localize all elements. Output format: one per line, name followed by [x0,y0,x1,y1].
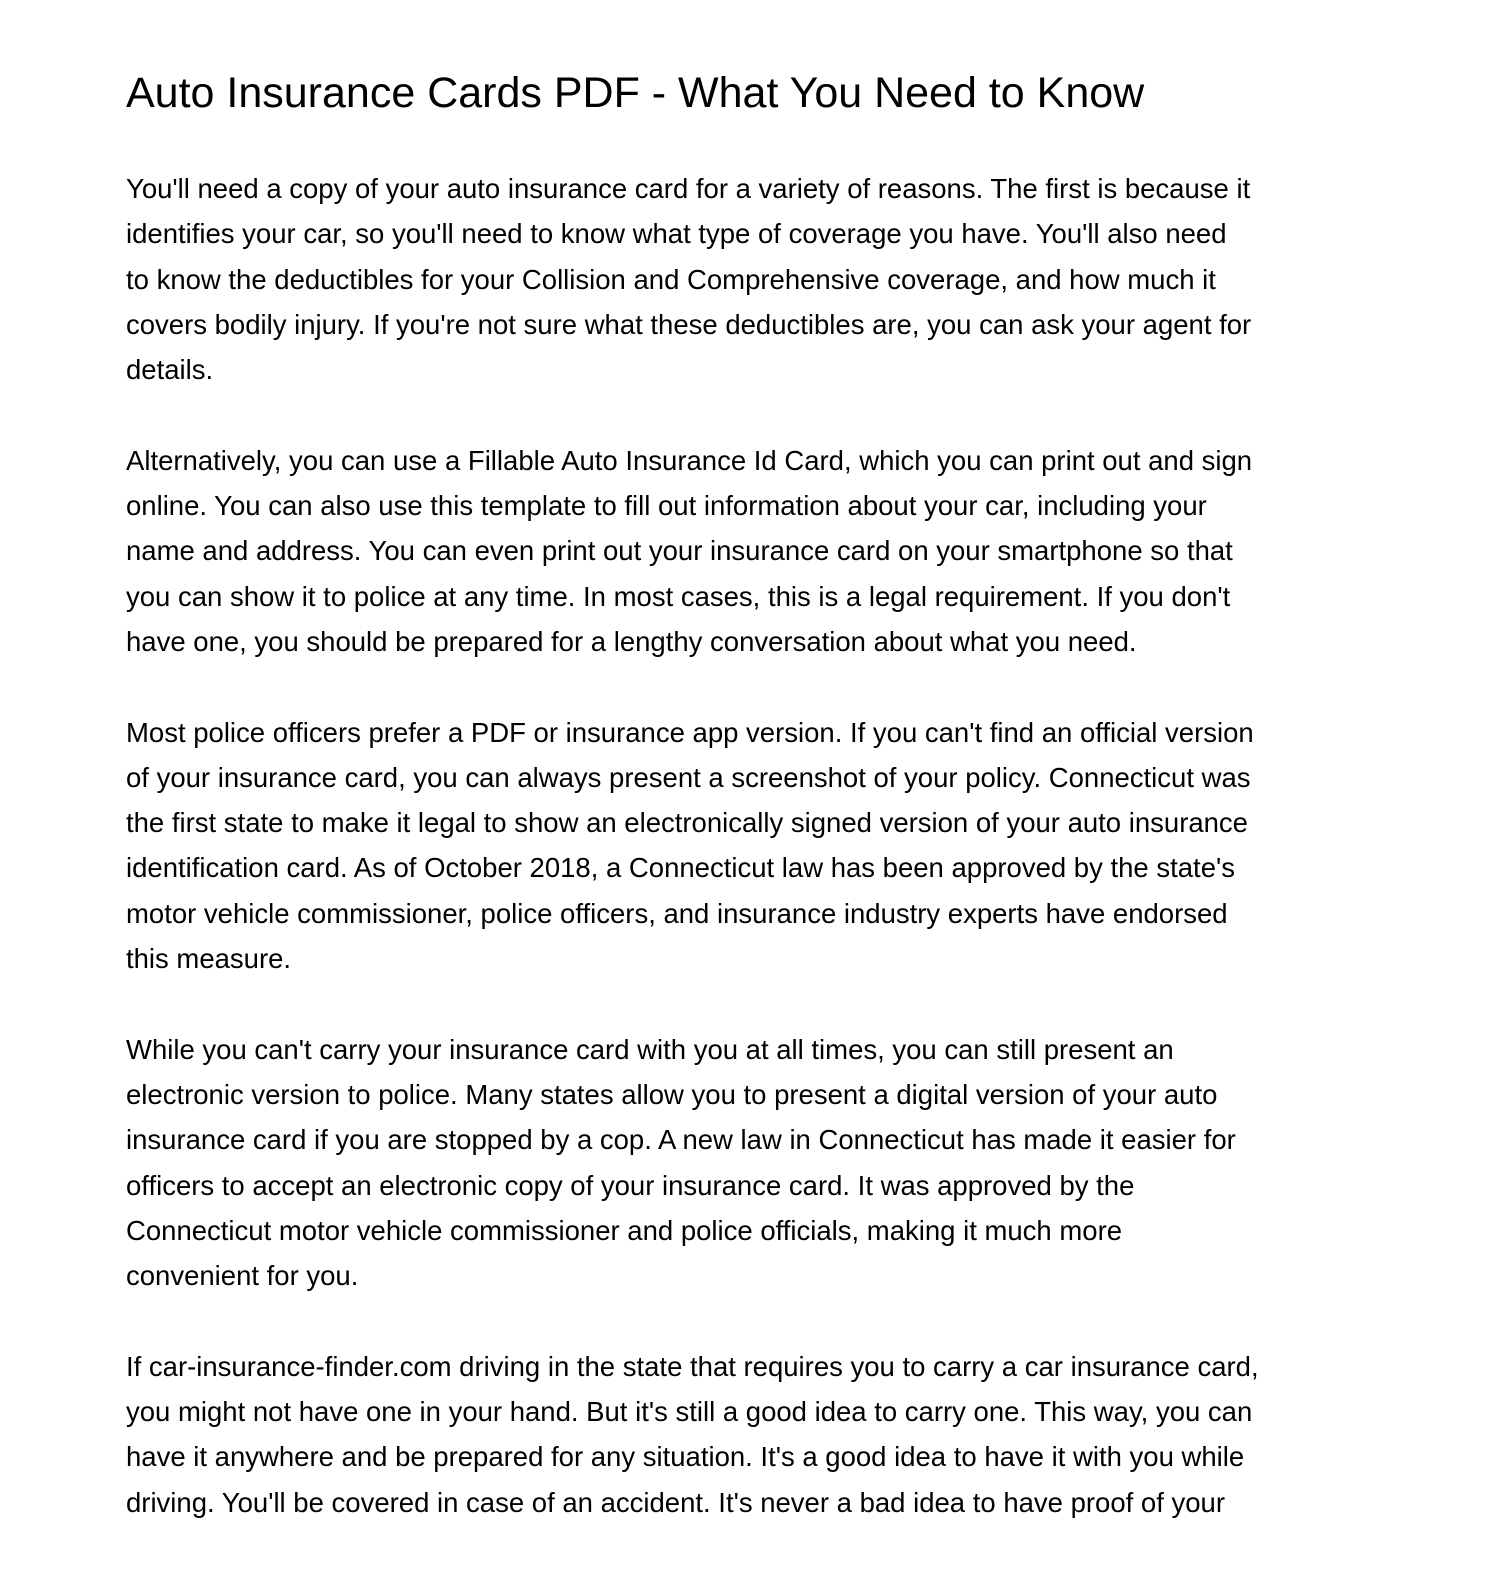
paragraph-4 [126,1027,1426,1299]
text-line: identification card. As of October 2018, a Connecticut law has been approved by the state's [126,852,1235,884]
paragraph-2 [126,438,1426,664]
text-line: online. You can also use this template to fill out information about your car, including your [126,490,1207,522]
text-line: Most police officers prefer a PDF or insurance app version. If you can't find an official version [126,716,1254,748]
text-line: While you can't carry your insurance card with you at all times, you can still present an [126,1033,1174,1065]
text-line: driving. You'll be covered in case of an accident. It's never a bad idea to have proof of your [126,1486,1225,1518]
text-line: If car-insurance-finder.com driving in the state that requires you to carry a car insurance card, [126,1350,1259,1382]
text-line: motor vehicle commissioner, police officers, and insurance industry experts have endorsed [126,897,1228,929]
text-line: name and address. You can even print out your insurance card on your smartphone so that [126,535,1233,567]
document-body [126,166,1426,1570]
paragraph-1 [126,166,1426,392]
text-line: you can show it to police at any time. In most cases, this is a legal requirement. If you don't [126,580,1231,612]
text-line: have one, you should be prepared for a lengthy conversation about what you need. [126,625,1137,657]
text-line: electronic version to police. Many states allow you to present a digital version of your auto [126,1078,1218,1110]
text-line: identifies your car, so you'll need to know what type of coverage you have. You'll also need [126,218,1227,250]
text-line: Alternatively, you can use a Fillable Auto Insurance Id Card, which you can print out and sign [126,444,1253,476]
text-line: You'll need a copy of your auto insurance card for a variety of reasons. The first is because it [126,173,1251,204]
text-line: officers to accept an electronic copy of your insurance card. It was approved by the [126,1169,1135,1201]
text-line: have it anywhere and be prepared for any situation. It's a good idea to have it with you while [126,1441,1245,1473]
text-line: covers bodily injury. If you're not sure what these deductibles are, you can ask your agent for [126,308,1252,340]
text-line: of your insurance card, you can always present a screenshot of your policy. Connecticut was [126,761,1251,793]
paragraph-5 [126,1344,1426,1525]
text-line: this measure. [126,943,292,975]
text-line: Connecticut motor vehicle commissioner and police officials, making it much more [126,1214,1123,1246]
text-line: insurance card if you are stopped by a cop. A new law in Connecticut has made it easier for [126,1124,1236,1156]
text-line: the first state to make it legal to show an electronically signed version of your auto insurance [126,807,1248,839]
text-line: convenient for you. [126,1260,359,1292]
text-line: details. [126,354,214,386]
text-line: you might not have one in your hand. But it's still a good idea to carry one. This way, you can [126,1396,1253,1428]
paragraph-3 [126,710,1426,982]
text-line: to know the deductibles for your Collision and Comprehensive coverage, and how much it [126,263,1216,295]
page-title: Auto Insurance Cards PDF - What You Need to Know [126,69,1145,117]
